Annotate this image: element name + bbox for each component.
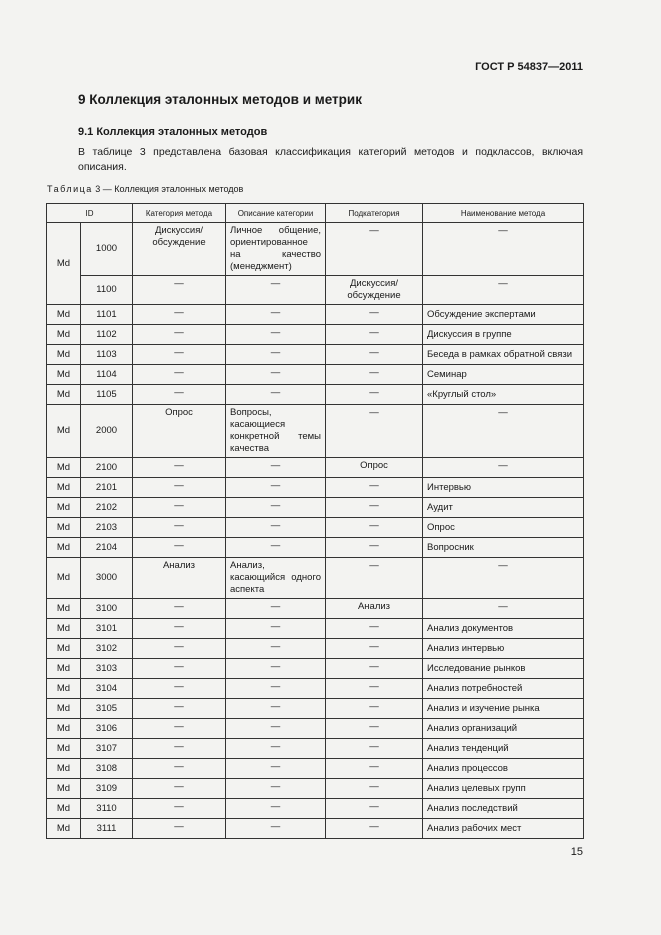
- column-header-subcategory: Подкатегория: [326, 204, 423, 223]
- cell-category: —: [133, 739, 226, 759]
- cell-description: —: [226, 599, 326, 619]
- cell-id: 2101: [81, 478, 133, 498]
- cell-prefix: Md: [47, 739, 81, 759]
- cell-method-name: Аудит: [423, 498, 584, 518]
- cell-id: 2102: [81, 498, 133, 518]
- cell-prefix: Md: [47, 779, 81, 799]
- cell-prefix: Md: [47, 639, 81, 659]
- cell-prefix: Md: [47, 538, 81, 558]
- cell-category: —: [133, 819, 226, 839]
- cell-description: —: [226, 345, 326, 365]
- cell-prefix: Md: [47, 659, 81, 679]
- cell-id: 1101: [81, 305, 133, 325]
- cell-category: —: [133, 679, 226, 699]
- cell-method-name: Исследование рынков: [423, 659, 584, 679]
- cell-method-name: Обсуждение экспертами: [423, 305, 584, 325]
- cell-method-name: —: [423, 405, 584, 458]
- cell-subcategory: —: [326, 325, 423, 345]
- cell-subcategory: —: [326, 679, 423, 699]
- cell-prefix: Md: [47, 679, 81, 699]
- cell-method-name: «Круглый стол»: [423, 385, 584, 405]
- cell-method-name: Опрос: [423, 518, 584, 538]
- table-row: [47, 639, 584, 659]
- cell-description: —: [226, 305, 326, 325]
- cell-id: 3105: [81, 699, 133, 719]
- document-standard-number: ГОСТ Р 54837—2011: [475, 61, 583, 73]
- cell-id: 3107: [81, 739, 133, 759]
- cell-subcategory: —: [326, 799, 423, 819]
- table-row: [47, 819, 584, 839]
- cell-method-name: Анализ процессов: [423, 759, 584, 779]
- cell-subcategory: —: [326, 518, 423, 538]
- cell-id: 3109: [81, 779, 133, 799]
- cell-subcategory: —: [326, 759, 423, 779]
- column-header-category: Категория метода: [133, 204, 226, 223]
- cell-description: —: [226, 385, 326, 405]
- cell-id: 3104: [81, 679, 133, 699]
- table-row: [47, 276, 584, 305]
- cell-subcategory: —: [326, 779, 423, 799]
- cell-method-name: —: [423, 599, 584, 619]
- cell-prefix: Md: [47, 619, 81, 639]
- cell-prefix: Md: [47, 325, 81, 345]
- table-row: [47, 558, 584, 599]
- cell-prefix: Md: [47, 719, 81, 739]
- cell-description: —: [226, 518, 326, 538]
- cell-id: 3100: [81, 599, 133, 619]
- cell-method-name: Анализ тенденций: [423, 739, 584, 759]
- cell-id: 2000: [81, 405, 133, 458]
- cell-id: 3111: [81, 819, 133, 839]
- cell-prefix: Md: [47, 759, 81, 779]
- cell-description: —: [226, 819, 326, 839]
- cell-category: —: [133, 759, 226, 779]
- cell-method-name: —: [423, 458, 584, 478]
- cell-description: —: [226, 365, 326, 385]
- cell-prefix: Md: [47, 458, 81, 478]
- table-row: [47, 619, 584, 639]
- cell-subcategory: —: [326, 819, 423, 839]
- cell-category: —: [133, 619, 226, 639]
- cell-prefix: Md: [47, 405, 81, 458]
- cell-category: —: [133, 276, 226, 305]
- cell-id: 1000: [81, 223, 133, 276]
- cell-subcategory: —: [326, 498, 423, 518]
- cell-prefix: Md: [47, 345, 81, 365]
- cell-id: 1104: [81, 365, 133, 385]
- cell-description: —: [226, 639, 326, 659]
- cell-category: —: [133, 719, 226, 739]
- cell-id: 3000: [81, 558, 133, 599]
- cell-description: —: [226, 458, 326, 478]
- table-row: [47, 699, 584, 719]
- cell-description: —: [226, 325, 326, 345]
- cell-category: —: [133, 699, 226, 719]
- table-caption: [47, 184, 243, 194]
- table-row: [47, 719, 584, 739]
- cell-subcategory: —: [326, 699, 423, 719]
- table-body: [47, 223, 584, 839]
- cell-prefix: Md: [47, 365, 81, 385]
- cell-category: Анализ: [133, 558, 226, 599]
- cell-subcategory: —: [326, 719, 423, 739]
- cell-description: —: [226, 719, 326, 739]
- column-header-method-name: Наименование метода: [423, 204, 584, 223]
- cell-id: 2100: [81, 458, 133, 478]
- table-row: [47, 498, 584, 518]
- cell-description: —: [226, 739, 326, 759]
- cell-subcategory: —: [326, 405, 423, 458]
- cell-id: 3101: [81, 619, 133, 639]
- table-row: [47, 518, 584, 538]
- cell-id: 3103: [81, 659, 133, 679]
- cell-method-name: —: [423, 558, 584, 599]
- cell-subcategory: —: [326, 223, 423, 276]
- page-number: 15: [570, 846, 583, 858]
- cell-subcategory: Дискуссия/ обсуждение: [326, 276, 423, 305]
- cell-subcategory: —: [326, 659, 423, 679]
- cell-category: —: [133, 659, 226, 679]
- intro-paragraph: В таблице 3 представлена базовая классификация категорий методов и подклассов, включая описания.: [78, 146, 583, 173]
- column-header-id: ID: [47, 204, 133, 223]
- cell-description: —: [226, 276, 326, 305]
- cell-id: 3110: [81, 799, 133, 819]
- table-row: [47, 345, 584, 365]
- table-row: [47, 385, 584, 405]
- cell-method-name: Вопросник: [423, 538, 584, 558]
- cell-id: 1102: [81, 325, 133, 345]
- cell-subcategory: —: [326, 538, 423, 558]
- cell-method-name: —: [423, 276, 584, 305]
- cell-category: —: [133, 385, 226, 405]
- table-row: [47, 223, 584, 276]
- methods-table: [46, 203, 584, 839]
- cell-id: 3106: [81, 719, 133, 739]
- column-header-description: Описание категории: [226, 204, 326, 223]
- cell-category: —: [133, 365, 226, 385]
- cell-category: —: [133, 498, 226, 518]
- cell-subcategory: —: [326, 478, 423, 498]
- cell-category: —: [133, 599, 226, 619]
- cell-method-name: Беседа в рамках обратной связи: [423, 345, 584, 365]
- cell-method-name: Анализ и изучение рынка: [423, 699, 584, 719]
- subsection-title: 9.1 Коллекция эталонных методов: [78, 126, 268, 138]
- cell-subcategory: —: [326, 345, 423, 365]
- cell-subcategory: —: [326, 385, 423, 405]
- cell-subcategory: Опрос: [326, 458, 423, 478]
- cell-id: 3108: [81, 759, 133, 779]
- cell-prefix: Md: [47, 498, 81, 518]
- cell-description: —: [226, 699, 326, 719]
- table-row: [47, 405, 584, 458]
- cell-subcategory: —: [326, 619, 423, 639]
- table-row: [47, 679, 584, 699]
- cell-method-name: —: [423, 223, 584, 276]
- cell-prefix: Md: [47, 223, 81, 305]
- cell-category: —: [133, 478, 226, 498]
- cell-category: —: [133, 345, 226, 365]
- cell-description: —: [226, 779, 326, 799]
- cell-id: 2104: [81, 538, 133, 558]
- table-row: [47, 779, 584, 799]
- table-row: [47, 538, 584, 558]
- table-row: [47, 599, 584, 619]
- cell-description: Анализ, касающийся одного аспекта: [226, 558, 326, 599]
- cell-description: Вопросы, касающиеся конкретной темы качества: [226, 405, 326, 458]
- cell-category: —: [133, 639, 226, 659]
- cell-method-name: Анализ рабочих мест: [423, 819, 584, 839]
- cell-prefix: Md: [47, 478, 81, 498]
- cell-category: —: [133, 779, 226, 799]
- cell-category: —: [133, 538, 226, 558]
- cell-category: Дискуссия/ обсуждение: [133, 223, 226, 276]
- cell-category: —: [133, 458, 226, 478]
- cell-description: —: [226, 498, 326, 518]
- table-header-row: [47, 204, 584, 223]
- cell-prefix: Md: [47, 799, 81, 819]
- table-row: [47, 739, 584, 759]
- table-row: [47, 458, 584, 478]
- cell-id: 1100: [81, 276, 133, 305]
- cell-subcategory: —: [326, 305, 423, 325]
- cell-prefix: Md: [47, 518, 81, 538]
- table-row: [47, 365, 584, 385]
- cell-subcategory: —: [326, 739, 423, 759]
- cell-category: Опрос: [133, 405, 226, 458]
- cell-id: 1103: [81, 345, 133, 365]
- cell-subcategory: Анализ: [326, 599, 423, 619]
- table-row: [47, 478, 584, 498]
- cell-prefix: Md: [47, 385, 81, 405]
- cell-description: —: [226, 478, 326, 498]
- cell-subcategory: —: [326, 639, 423, 659]
- cell-method-name: Дискуссия в группе: [423, 325, 584, 345]
- cell-subcategory: —: [326, 558, 423, 599]
- cell-method-name: Анализ документов: [423, 619, 584, 639]
- cell-category: —: [133, 518, 226, 538]
- table-caption-text: 3 — Коллекция эталонных методов: [92, 184, 244, 194]
- cell-prefix: Md: [47, 558, 81, 599]
- cell-method-name: Интервью: [423, 478, 584, 498]
- cell-id: 1105: [81, 385, 133, 405]
- cell-method-name: Анализ последствий: [423, 799, 584, 819]
- table-row: [47, 659, 584, 679]
- cell-id: 2103: [81, 518, 133, 538]
- cell-id: 3102: [81, 639, 133, 659]
- cell-method-name: Анализ организаций: [423, 719, 584, 739]
- cell-method-name: Анализ целевых групп: [423, 779, 584, 799]
- table-caption-prefix: Таблица: [47, 184, 93, 194]
- cell-description: —: [226, 799, 326, 819]
- cell-prefix: Md: [47, 305, 81, 325]
- cell-category: —: [133, 325, 226, 345]
- cell-description: —: [226, 679, 326, 699]
- table-row: [47, 799, 584, 819]
- cell-prefix: Md: [47, 699, 81, 719]
- cell-description: —: [226, 538, 326, 558]
- cell-subcategory: —: [326, 365, 423, 385]
- table-row: [47, 759, 584, 779]
- cell-method-name: Семинар: [423, 365, 584, 385]
- cell-prefix: Md: [47, 599, 81, 619]
- section-title: 9 Коллекция эталонных методов и метрик: [78, 92, 362, 107]
- cell-description: —: [226, 759, 326, 779]
- cell-method-name: Анализ интервью: [423, 639, 584, 659]
- cell-description: —: [226, 659, 326, 679]
- cell-category: —: [133, 305, 226, 325]
- table-row: [47, 325, 584, 345]
- cell-description: —: [226, 619, 326, 639]
- cell-category: —: [133, 799, 226, 819]
- cell-method-name: Анализ потребностей: [423, 679, 584, 699]
- cell-description: Личное общение, ориентированное на качество (менеджмент): [226, 223, 326, 276]
- cell-prefix: Md: [47, 819, 81, 839]
- table-row: [47, 305, 584, 325]
